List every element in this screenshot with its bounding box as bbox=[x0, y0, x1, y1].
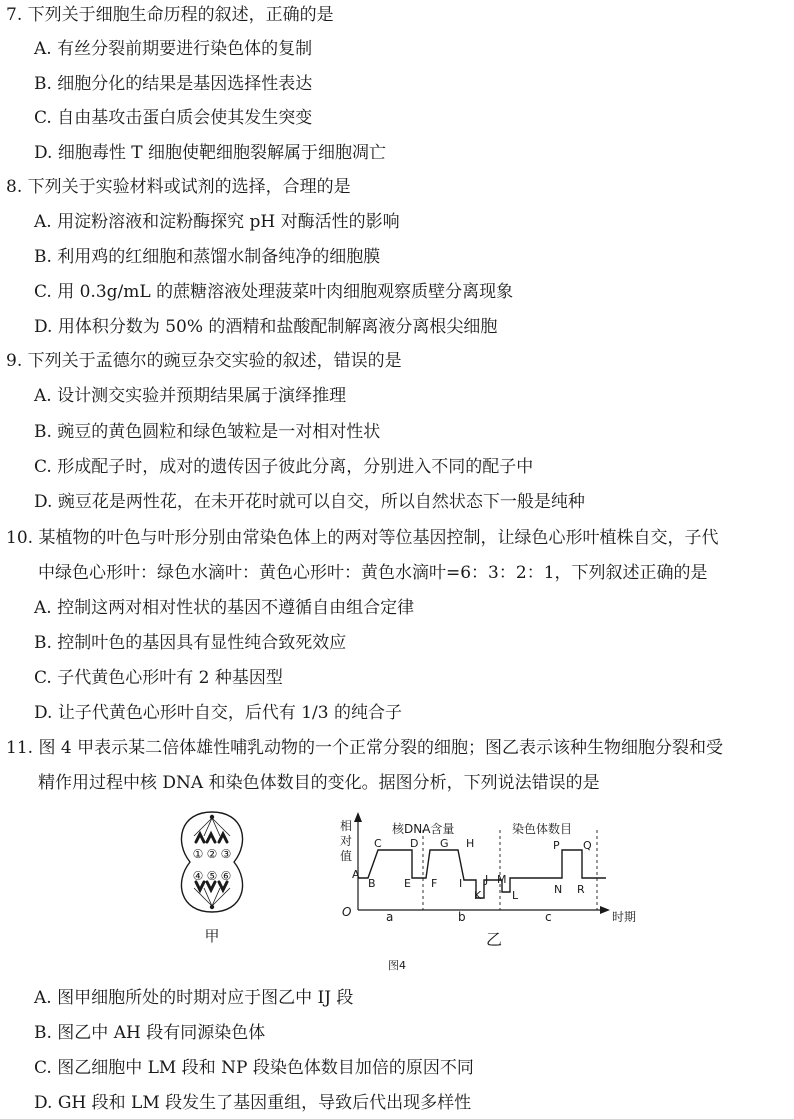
cell-number-3: ③ bbox=[220, 847, 232, 861]
q8-option-a: A. 用淀粉溶液和淀粉酶探究 pH 对酶活性的影响 bbox=[34, 212, 400, 232]
segment-a: a bbox=[386, 910, 394, 924]
point-b: B bbox=[368, 877, 376, 890]
q7-option-c: C. 自由基攻击蛋白质会使其发生突变 bbox=[34, 108, 313, 128]
q8-option-b: B. 利用鸡的红细胞和蒸馏水制备纯净的细胞膜 bbox=[34, 247, 381, 267]
point-i: I bbox=[459, 877, 463, 890]
dna-title: 核DNA含量 bbox=[392, 822, 455, 836]
q11-stem-line2: 精作用过程中核 DNA 和染色体数目的变化。据图分析，下列说法错误的是 bbox=[38, 773, 600, 793]
q10-option-b: B. 控制叶色的基因具有显性纯合致死效应 bbox=[34, 633, 347, 653]
point-c: C bbox=[374, 837, 382, 850]
point-p: P bbox=[553, 839, 560, 852]
figure-caption: 图4 bbox=[388, 959, 406, 972]
yi-label: 乙 bbox=[486, 930, 503, 949]
q10-option-a: A. 控制这两对相对性状的基因不遵循自由组合定律 bbox=[34, 598, 415, 618]
cell-number-6: ⑥ bbox=[220, 869, 232, 883]
segment-c: c bbox=[545, 910, 552, 924]
q10-option-d: D. 让子代黄色心形叶自交，后代有 1/3 的纯合子 bbox=[34, 703, 402, 723]
origin-label: O bbox=[342, 905, 352, 919]
cell-number-4: ④ bbox=[192, 869, 204, 883]
q7-stem: 7. 下列关于细胞生命历程的叙述，正确的是 bbox=[6, 5, 334, 25]
q7-option-b: B. 细胞分化的结果是基因选择性表达 bbox=[34, 74, 313, 94]
y-axis-label-1: 相 bbox=[340, 819, 353, 833]
point-q: Q bbox=[583, 839, 592, 852]
point-g: G bbox=[440, 837, 449, 850]
q10-option-c: C. 子代黄色心形叶有 2 种基因型 bbox=[34, 668, 283, 688]
q9-option-d: D. 豌豆花是两性花，在未开花时就可以自交，所以自然状态下一般是纯种 bbox=[34, 492, 585, 512]
segment-b: b bbox=[458, 910, 466, 924]
q11-stem-line1: 11. 图 4 甲表示某二倍体雄性哺乳动物的一个正常分裂的细胞；图乙表示该种生物细胞分裂和受 bbox=[6, 738, 724, 758]
point-m: M bbox=[497, 873, 507, 886]
point-j: J bbox=[485, 873, 489, 886]
q9-stem: 9. 下列关于孟德尔的豌豆杂交实验的叙述，错误的是 bbox=[6, 351, 402, 371]
point-d: D bbox=[410, 837, 419, 850]
q11-option-c: C. 图乙细胞中 LM 段和 NP 段染色体数目加倍的原因不同 bbox=[34, 1058, 474, 1078]
q11-option-a: A. 图甲细胞所处的时期对应于图乙中 IJ 段 bbox=[34, 988, 354, 1008]
cell-number-1: ① bbox=[192, 847, 204, 861]
cell-number-5: ⑤ bbox=[206, 869, 218, 883]
point-h: H bbox=[466, 837, 475, 850]
q9-option-b: B. 豌豆的黄色圆粒和绿色皱粒是一对相对性状 bbox=[34, 422, 381, 442]
y-axis-label-2: 对 bbox=[340, 834, 353, 848]
q7-option-a: A. 有丝分裂前期要进行染色体的复制 bbox=[34, 39, 313, 59]
point-e: E bbox=[404, 877, 411, 890]
q10-stem-line2: 中绿色心形叶：绿色水滴叶：黄色心形叶：黄色水滴叶=6：3：2：1，下列叙述正确的是 bbox=[38, 563, 708, 583]
jia-label: 甲 bbox=[204, 927, 220, 945]
q8-stem: 8. 下列关于实验材料或试剂的选择，合理的是 bbox=[6, 177, 351, 197]
chart-yi bbox=[340, 812, 636, 949]
q11-option-d: D. GH 段和 LM 段发生了基因重组，导致后代出现多样性 bbox=[34, 1093, 472, 1113]
q9-option-c: C. 形成配子时，成对的遗传因子彼此分离，分别进入不同的配子中 bbox=[34, 457, 534, 477]
q10-stem-line1: 10. 某植物的叶色与叶形分别由常染色体上的两对等位基因控制，让绿色心形叶植株自交，子代 bbox=[6, 528, 719, 548]
x-axis-label: 时期 bbox=[612, 910, 637, 924]
cell-number-2: ② bbox=[206, 847, 218, 861]
point-a: A bbox=[352, 868, 360, 881]
cell-diagram-jia bbox=[181, 812, 242, 945]
point-f: F bbox=[431, 877, 438, 890]
point-r: R bbox=[577, 883, 585, 896]
q11-option-b: B. 图乙中 AH 段有同源染色体 bbox=[34, 1023, 266, 1043]
q9-option-a: A. 设计测交实验并预期结果属于演绎推理 bbox=[34, 386, 347, 406]
chromosome-title: 染色体数目 bbox=[512, 822, 573, 836]
point-n: N bbox=[554, 883, 563, 896]
q7-option-d: D. 细胞毒性 T 细胞使靶细胞裂解属于细胞凋亡 bbox=[34, 143, 386, 163]
q8-option-c: C. 用 0.3g/mL 的蔗糖溶液处理菠菜叶肉细胞观察质壁分离现象 bbox=[34, 282, 514, 302]
y-axis-label-3: 值 bbox=[340, 849, 353, 863]
point-k: K bbox=[474, 889, 482, 902]
point-l: L bbox=[512, 889, 519, 902]
q8-option-d: D. 用体积分数为 50% 的酒精和盐酸配制解离液分离根尖细胞 bbox=[34, 317, 498, 337]
